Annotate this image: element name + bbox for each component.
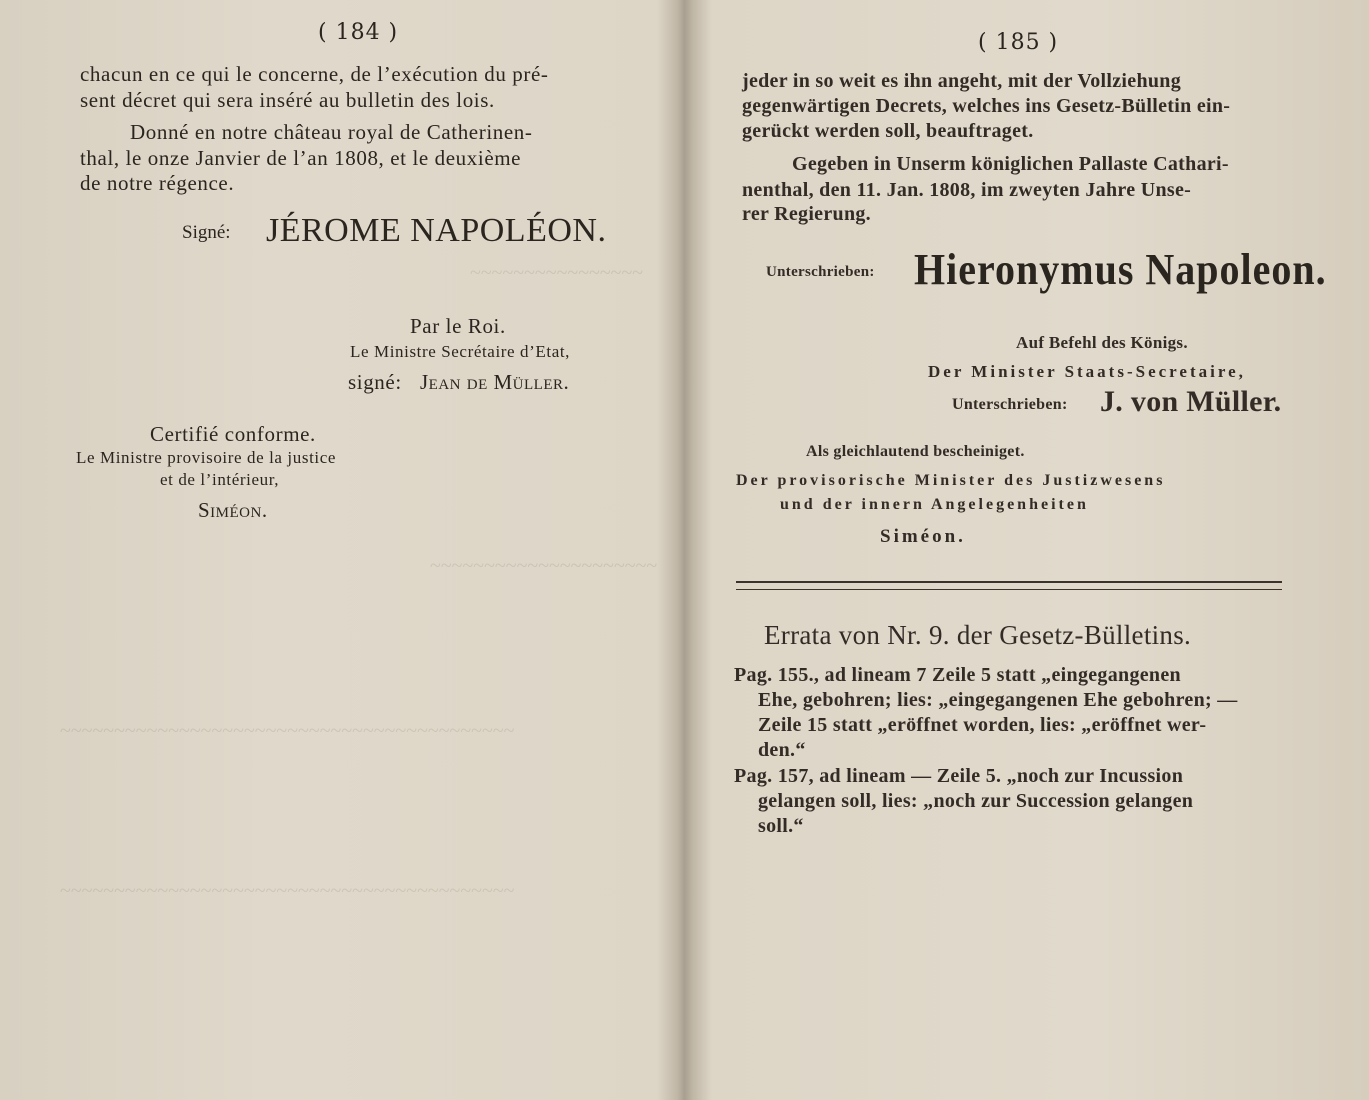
errata-line: Pag. 155., ad lineam 7 Zeile 5 statt „eingegangenen <box>734 664 1181 686</box>
certification-line: und der innern Angelegenheiten <box>780 496 1089 513</box>
text-line: de notre régence. <box>80 171 235 195</box>
signature-name: Hieronymus Napoleon. <box>914 244 1327 294</box>
text-line: sent décret qui sera inséré au bulletin des lois. <box>80 88 495 112</box>
text-line: gerückt werden soll, beauftraget. <box>742 120 1034 142</box>
page-number: ( 184 ) <box>318 20 399 45</box>
countersign-label: Unterschrieben: <box>952 396 1068 413</box>
bleed-through: ~~~~~~~~~~~~~~~~~~~~~~~~~~~~~~~~~~~~~~~~~~ <box>60 720 515 742</box>
countersign-line: Le Ministre Secrétaire d’Etat, <box>350 342 571 361</box>
signature-label: Unterschrieben: <box>766 264 875 280</box>
page-number: ( 185 ) <box>978 30 1059 55</box>
text-line: rer Regierung. <box>742 203 871 225</box>
errata-line: Zeile 15 statt „eröffnet worden, lies: „eröffnet wer- <box>758 714 1207 736</box>
countersign-name: J. von Müller. <box>1100 385 1282 418</box>
text-line: Gegeben in Unserm königlichen Pallaste Cathari- <box>792 153 1229 175</box>
text-line: chacun en ce qui le concerne, de l’exécution du pré- <box>80 62 549 86</box>
bleed-through: ~~~~~~~~~~~~~~~~ <box>470 262 644 284</box>
certification-line: et de l’intérieur, <box>160 470 280 489</box>
certification-line: Der provisorische Minister des Justizwesens <box>736 472 1166 489</box>
right-page <box>686 0 1369 1100</box>
text-line: gegenwärtigen Decrets, welches ins Gesetz-Bülletin ein- <box>742 95 1231 117</box>
divider-rule <box>736 581 1282 583</box>
errata-line: Ehe, gebohren; lies: „eingegangenen Ehe gebohren; — <box>758 689 1238 711</box>
countersign-line: Par le Roi. <box>410 314 506 338</box>
text-line: nenthal, den 11. Jan. 1808, im zweyten Jahre Unse- <box>742 179 1192 201</box>
divider-rule <box>736 589 1282 590</box>
certification-line: Als gleichlautend bescheiniget. <box>806 443 1025 460</box>
text-line: jeder in so weit es ihn angeht, mit der Vollziehung <box>742 70 1182 92</box>
bleed-through: ~~~~~~~~~~~~~~~~~~~~~~~~~~~~~~~~~~~~~~~~~~ <box>60 880 515 902</box>
left-page <box>0 0 684 1100</box>
errata-line: den.“ <box>758 739 806 761</box>
text-line: thal, le onze Janvier de l’an 1808, et le deuxième <box>80 146 522 170</box>
bleed-through: ~~~~~~~~~~~~~~~~~~~~~ <box>430 555 658 577</box>
text-line: Donné en notre château royal de Catherinen- <box>130 120 533 144</box>
signature-name: JÉROME NAPOLÉON. <box>266 212 607 249</box>
certification-line: Le Ministre provisoire de la justice <box>76 448 337 467</box>
errata-line: Pag. 157, ad lineam — Zeile 5. „noch zur Incussion <box>734 765 1184 787</box>
certification-name: Siméon. <box>880 526 966 547</box>
countersign-name: Jean de Müller. <box>420 370 570 394</box>
errata-heading: Errata von Nr. 9. der Gesetz-Bülletins. <box>764 620 1192 650</box>
countersign-line: Auf Befehl des Königs. <box>1016 333 1188 352</box>
certification-line: Certifié conforme. <box>150 422 316 446</box>
errata-line: soll.“ <box>758 815 804 837</box>
signature-label: Signé: <box>182 222 231 243</box>
countersign-label: signé: <box>348 370 402 394</box>
certification-name: Siméon. <box>198 498 268 522</box>
errata-line: gelangen soll, lies: „noch zur Succession gelangen <box>758 790 1194 812</box>
countersign-line: Der Minister Staats-Secretaire, <box>928 362 1246 381</box>
